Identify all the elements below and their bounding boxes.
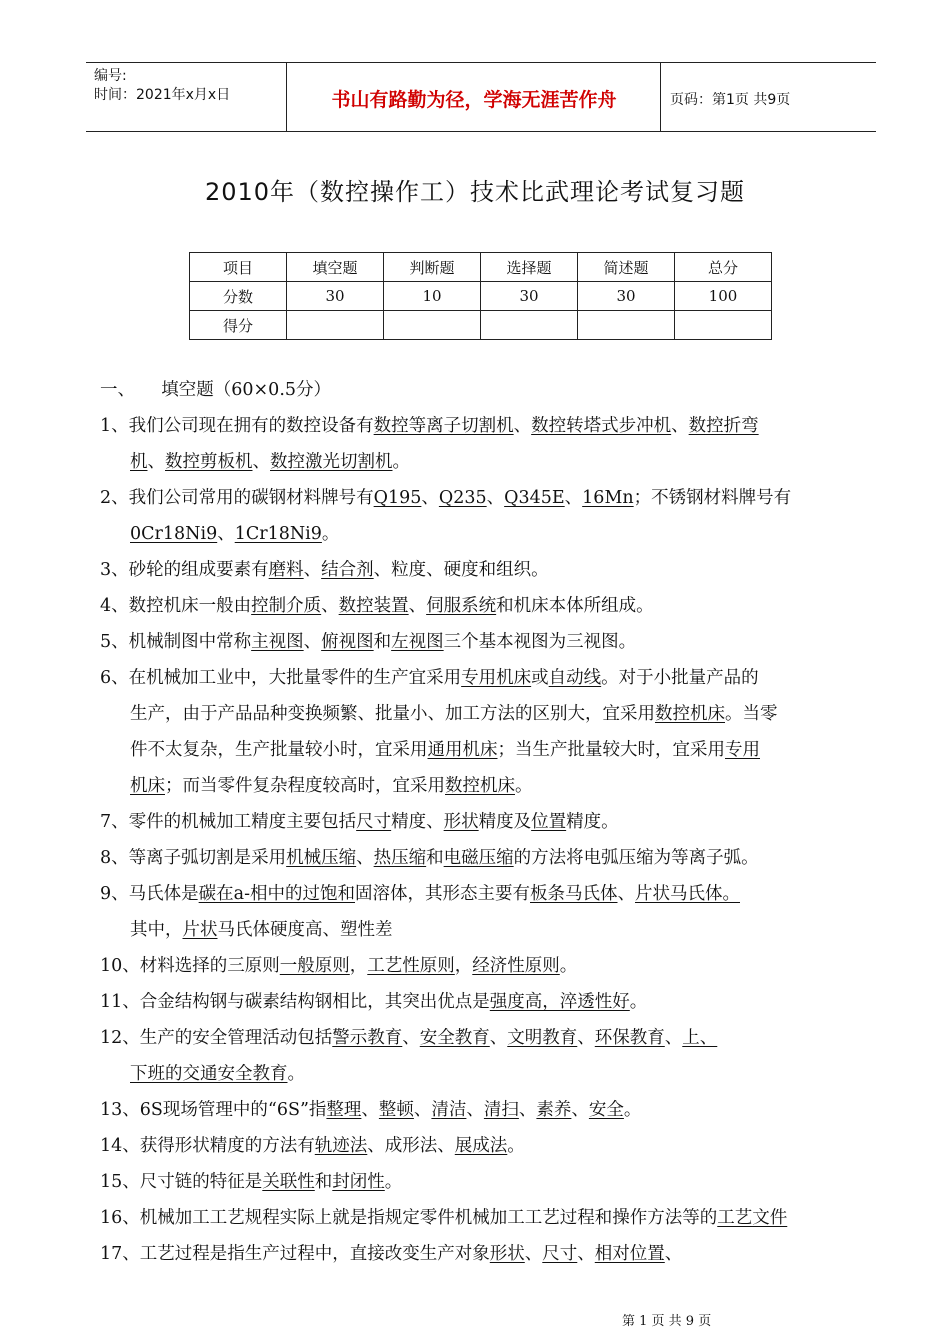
question-text: 和 (426, 848, 444, 868)
answer-text: 相对位置 (594, 1244, 665, 1264)
answer-text: 控制介质 (251, 596, 322, 616)
table-row (190, 311, 772, 340)
answer-text: 强度高，淬透性好 (489, 992, 630, 1012)
question-text: 7、零件的机械加工精度主要包括 (100, 812, 357, 832)
answer-text: 专用 (725, 740, 760, 760)
question-text: 、 (361, 1100, 379, 1120)
question-text: 、 (252, 452, 270, 472)
answer-text: 伺服系统 (426, 596, 497, 616)
question-text: 6、在机械加工业中，大批量零件的生产宜采用 (100, 668, 462, 688)
answer-text: 形状 (489, 1244, 525, 1264)
question-text: 2、我们公司常用的碳钢材料牌号有 (100, 488, 374, 508)
answer-text: 整理 (326, 1100, 362, 1120)
answer-text: 磨料 (268, 560, 304, 580)
answer-text: 工艺性原则 (367, 956, 455, 976)
question-line (100, 1024, 717, 1049)
answer-text: 0Cr18Ni9 (130, 524, 218, 544)
answer-text: 安全 (588, 1100, 624, 1120)
header-divider (660, 63, 661, 131)
question-text: 、 (564, 488, 583, 508)
page-info: 页码：第1页 共9页 (670, 92, 791, 108)
question-text: 或 (531, 668, 549, 688)
question-text: 。 (559, 956, 578, 976)
question-text: 5、机械制图中常称 (100, 632, 252, 652)
table-cell: 分数 (190, 282, 287, 311)
answer-text: 专用机床 (461, 668, 532, 688)
section-heading: 一、 填空题（60×0.5分） (100, 380, 332, 400)
question-line (100, 592, 654, 617)
answer-text: 数控剪板机 (165, 452, 253, 472)
question-line (100, 988, 647, 1013)
table-row (190, 253, 772, 282)
question-text: 、 (321, 596, 339, 616)
table-cell (675, 311, 772, 340)
answer-text: 16Mn (582, 488, 634, 508)
answer-text: 碳在a-相中的过饱和 (198, 884, 355, 904)
answer-text: 左视图 (391, 632, 444, 652)
question-line (130, 916, 393, 941)
answer-text: 电磁压缩 (443, 848, 514, 868)
code-label: 编号: (94, 68, 127, 84)
answer-text: 素养 (536, 1100, 572, 1120)
answer-text: 形状 (443, 812, 479, 832)
question-text: 生产，由于产品品种变换频繁、批量小、加工方法的区别大，宜采用 (130, 704, 655, 724)
table-cell: 30 (481, 282, 578, 311)
question-line (100, 556, 549, 581)
table-cell: 10 (384, 282, 481, 311)
question-line (100, 1132, 525, 1157)
question-text: 13、6S现场管理中的“6S”指 (100, 1100, 327, 1120)
answer-text: 位置 (531, 812, 567, 832)
question-text: 、 (671, 416, 689, 436)
answer-text: 尺寸 (356, 812, 392, 832)
question-line (100, 664, 759, 689)
answer-text: 主视图 (251, 632, 304, 652)
question-line (100, 1240, 682, 1265)
question-text: 、 (402, 1028, 420, 1048)
question-text: 8、等离子弧切割是采用 (100, 848, 287, 868)
header-box (86, 62, 876, 132)
question-line (100, 844, 759, 869)
answer-text: 数控机床 (445, 776, 515, 796)
question-line (100, 484, 791, 509)
answer-text: 板条马氏体 (530, 884, 618, 904)
answer-text: 整顿 (378, 1100, 414, 1120)
question-text: 、 (617, 884, 635, 904)
question-text: 三个基本视图为三视图。 (443, 632, 637, 652)
table-cell: 得分 (190, 311, 287, 340)
header-meta (94, 67, 230, 105)
question-text: 、 (513, 416, 532, 436)
question-text: 9、马氏体是 (100, 884, 199, 904)
answer-text: 数控折弯 (688, 416, 759, 436)
answer-text: 轨迹法 (314, 1136, 368, 1156)
question-line (100, 1096, 641, 1121)
answer-text: 清洁 (431, 1100, 467, 1120)
question-text: 1、我们公司现在拥有的数控设备有 (100, 416, 374, 436)
question-line (100, 412, 759, 437)
question-text: 精度、 (391, 812, 444, 832)
answer-text: 展成法 (454, 1136, 508, 1156)
question-line (130, 520, 339, 545)
question-text: 。 (392, 452, 410, 472)
answer-text: 结合剂 (321, 560, 374, 580)
question-text: 。 (384, 1172, 403, 1192)
answer-text: 清扫 (483, 1100, 519, 1120)
question-line (130, 736, 760, 761)
table-cell (578, 311, 675, 340)
question-text: 、 (664, 1244, 683, 1264)
question-text: 、 (486, 488, 505, 508)
question-line (130, 448, 410, 473)
answer-text: 数控激光切割机 (270, 452, 393, 472)
question-text: ， (454, 956, 473, 976)
question-text: 固溶体，其形态主要有 (355, 884, 530, 904)
table-cell: 判断题 (384, 253, 481, 282)
answer-text: 片状 (182, 920, 218, 940)
answer-text: 文明教育 (507, 1028, 578, 1048)
question-text: 、 (408, 596, 427, 616)
table-cell: 总分 (675, 253, 772, 282)
question-text: 12、生产的安全管理活动包括 (100, 1028, 333, 1048)
question-text: 、 (571, 1100, 589, 1120)
question-text: ；当生产批量较大时，宜采用 (497, 740, 725, 760)
answer-text: Q235 (438, 488, 487, 508)
table-cell: 简述题 (578, 253, 675, 282)
question-text: 4、数控机床一般由 (100, 596, 252, 616)
question-text: 、 (577, 1028, 595, 1048)
question-line (100, 1168, 402, 1193)
question-line (100, 1204, 787, 1229)
question-text: 和机床本体所组成。 (496, 596, 654, 616)
question-text: 、 (489, 1028, 508, 1048)
question-text: 、 (466, 1100, 484, 1120)
question-text: 精度。 (566, 812, 619, 832)
question-text: ；而当零件复杂程度较高时，宜采用 (165, 776, 445, 796)
question-text: 、 (421, 488, 439, 508)
table-cell (481, 311, 578, 340)
question-text: 16、机械加工工艺规程实际上就是指规定零件机械加工工艺过程和操作方法等的 (100, 1208, 718, 1228)
question-text: ；不锈钢材料牌号有 (633, 488, 792, 508)
page-title: 2010年（数控操作工）技术比武理论考试复习题 (204, 178, 746, 206)
question-text: 和 (373, 632, 392, 652)
answer-text: 数控转塔式步冲机 (531, 416, 672, 436)
time-label: 时间：2021年x月x日 (94, 87, 231, 103)
question-text: 。 (507, 1136, 525, 1156)
table-cell (287, 311, 384, 340)
question-text: 3、砂轮的组成要素有 (100, 560, 269, 580)
question-text: 、 (577, 1244, 595, 1264)
answer-text: 上、 (682, 1028, 718, 1048)
question-line (100, 808, 619, 833)
answer-text: 机械压缩 (286, 848, 357, 868)
question-text: 、 (303, 632, 322, 652)
question-text: 精度及 (478, 812, 532, 832)
question-text: 。 (321, 524, 340, 544)
question-text: 和 (314, 1172, 333, 1192)
question-text: 。 (623, 1100, 642, 1120)
answer-text: 下班的交通安全教育 (130, 1064, 288, 1084)
answer-text: 尺寸 (542, 1244, 578, 1264)
motto: 书山有路勤为径，学海无涯苦作舟 (331, 89, 617, 111)
answer-text: 热压缩 (373, 848, 427, 868)
question-text: 、 (217, 524, 235, 544)
answer-text: 片状马氏体。 (635, 884, 740, 904)
table-cell: 100 (675, 282, 772, 311)
answer-text: Q345E (504, 488, 565, 508)
question-text: 。当零 (725, 704, 778, 724)
question-text: 、成形法、 (367, 1136, 455, 1156)
question-text: 、 (303, 560, 322, 580)
table-cell (384, 311, 481, 340)
question-text: 15、尺寸链的特征是 (100, 1172, 263, 1192)
question-line (100, 952, 577, 977)
question-text: 马氏体硬度高、塑性差 (217, 920, 393, 940)
question-text: 、 (664, 1028, 683, 1048)
question-text: 。 (629, 992, 648, 1012)
answer-text: 一般原则 (279, 956, 350, 976)
table-row (190, 282, 772, 311)
question-text: 、 (413, 1100, 432, 1120)
question-line (100, 880, 740, 905)
table-cell: 项目 (190, 253, 287, 282)
answer-text: 数控装置 (338, 596, 409, 616)
answer-text: 1Cr18Ni9 (234, 524, 322, 544)
question-text: 的方法将电弧压缩为等离子弧。 (513, 848, 759, 868)
question-text: 、 (518, 1100, 537, 1120)
answer-text: 自动线 (548, 668, 602, 688)
question-line (130, 772, 533, 797)
table-cell: 选择题 (481, 253, 578, 282)
answer-text: 机 (130, 452, 148, 472)
answer-text: 俯视图 (321, 632, 374, 652)
question-text: 。 (287, 1064, 305, 1084)
table-cell: 30 (287, 282, 384, 311)
question-line (100, 628, 636, 653)
question-text: 、粒度、硬度和组织。 (373, 560, 549, 580)
question-text: 10、材料选择的三原则 (100, 956, 280, 976)
answer-text: Q195 (373, 488, 422, 508)
answer-text: 通用机床 (427, 740, 498, 760)
question-text: ， (349, 956, 368, 976)
question-line (130, 1060, 305, 1085)
answer-text: 封闭性 (332, 1172, 385, 1192)
question-text: 。 (515, 776, 533, 796)
answer-text: 警示教育 (332, 1028, 403, 1048)
answer-text: 关联性 (262, 1172, 315, 1192)
answer-text: 环保教育 (594, 1028, 665, 1048)
question-text: 14、获得形状精度的方法有 (100, 1136, 315, 1156)
answer-text: 数控机床 (655, 704, 725, 724)
question-text: 、 (356, 848, 374, 868)
page-footer: 第 1 页 共 9 页 (622, 1314, 712, 1329)
question-text: 11、合金结构钢与碳素结构钢相比，其突出优点是 (100, 992, 490, 1012)
answer-text: 安全教育 (419, 1028, 490, 1048)
question-text: 、 (147, 452, 165, 472)
table-cell: 30 (578, 282, 675, 311)
answer-text: 经济性原则 (472, 956, 560, 976)
score-table (189, 252, 772, 340)
header-divider (286, 63, 287, 131)
question-text: 17、工艺过程是指生产过程中，直接改变生产对象 (100, 1244, 490, 1264)
question-text: 、 (524, 1244, 543, 1264)
answer-text: 工艺文件 (717, 1208, 788, 1228)
question-text: 件不太复杂，生产批量较小时，宜采用 (130, 740, 428, 760)
answer-text: 机床 (130, 776, 165, 796)
question-text: 其中， (130, 920, 183, 940)
question-text: 。对于小批量产品的 (601, 668, 759, 688)
answer-text: 数控等离子切割机 (373, 416, 514, 436)
question-line (130, 700, 778, 725)
table-cell: 填空题 (287, 253, 384, 282)
